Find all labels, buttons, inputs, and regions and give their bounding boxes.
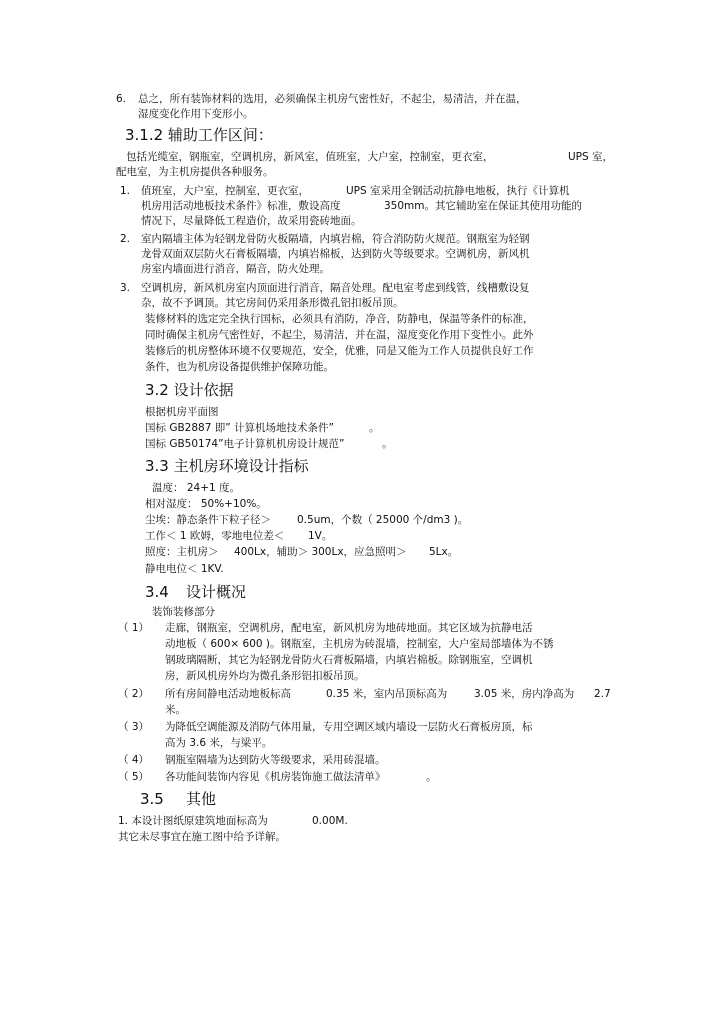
s34-item-3-line-2: 高为 3.6 米，与梁平。 — [165, 737, 273, 749]
s34-item-4-line-1: 钢瓶室隔墙为达到防火等级要求，采用砖混墙。 — [165, 754, 386, 766]
s35-line-1-value: 0.00M. — [312, 815, 348, 827]
s33-dust-value: 0.5um，个数（ 25000 个/dm3 )。 — [297, 514, 469, 526]
s34-item-1-number: （ 1） — [118, 622, 150, 634]
s33-illumination-values: 400Lx，辅助＞ 300Lx，应急照明＞ — [234, 546, 407, 558]
s34-item-2-number: （ 2） — [118, 688, 150, 700]
s33-humidity: 相对湿度： 50%+10%。 — [145, 498, 267, 510]
s34-item-1-line-1: 走廊，钢瓶室，空调机房，配电室，新风机房为地砖地面。其它区域为抗静电活 — [165, 622, 533, 634]
s33-illumination: 照度：主机房＞ — [145, 546, 219, 558]
s312-item-3-number: 3. — [120, 282, 131, 294]
s35-line-1: 1. 本设计图纸原建筑地面标高为 — [118, 815, 268, 827]
s312-item-1-line-2a: 机房用活动地板技术条件》标准，敷设高度 — [141, 200, 341, 212]
heading-3-5-title: 其他 — [186, 790, 217, 808]
s34-item-2-line-1d: 2.7 — [594, 688, 611, 700]
intro-line-2: 配电室，为主机房提供各种服务。 — [116, 166, 274, 178]
item-6-number: 6. — [116, 93, 127, 105]
s34-item-3-line-1: 为降低空调能源及消防气体用量，专用空调区域内墙设一层防火石膏板房顶，标 — [165, 721, 533, 733]
heading-3-1-2: 3.1.2 辅助工作区间： — [125, 126, 273, 144]
s312-item-3-line-6: 条件，也为机房设备提供维护保障功能。 — [145, 361, 334, 373]
s312-item-3-line-2: 杂，故不予调顶。其它房间仍采用条形微孔铝扣板吊顶。 — [141, 297, 404, 309]
s33-work-value: 1V。 — [308, 530, 333, 542]
s312-item-2-line-2: 龙骨双面双层防火石膏板隔墙，内填岩棉板，达到防火等级要求。空调机房，新风机 — [141, 248, 530, 260]
s34-item-2-line-2: 米。 — [165, 704, 186, 716]
s34-subheading: 装饰装修部分 — [152, 606, 215, 618]
s33-static-potential: 静电电位＜ 1KV. — [145, 563, 224, 575]
s34-item-2-line-1a: 所有房间静电活动地板标高 — [165, 688, 291, 700]
s32-line-3: 国标 GB50174”电子计算机机房设计规范” — [145, 438, 345, 450]
s33-dust: 尘埃：静态条件下粒子径＞ — [145, 514, 271, 526]
s312-item-1-line-3: 情况下，尽量降低工程造价，故采用瓷砖地面。 — [141, 215, 362, 227]
s34-item-2-line-1b: 0.35 米，室内吊顶标高为 — [326, 688, 448, 700]
s312-item-3-line-1: 空调机房，新风机房室内顶面进行消音，隔音处理。配电室考虑到线管，线槽敷设复 — [141, 282, 530, 294]
s34-item-5-number: （ 5） — [118, 771, 150, 783]
s32-line-1: 根据机房平面图 — [145, 406, 219, 418]
s33-illumination-emergency: 5Lx。 — [429, 546, 459, 558]
s34-item-5-line-1: 各功能间装饰内容见《机房装饰施工做法清单》 — [165, 771, 386, 783]
heading-3-3: 3.3 主机房环境设计指标 — [145, 457, 309, 475]
intro-line-1-ups: UPS 室， — [568, 151, 614, 163]
item-6-line-2: 湿度变化作用下变形小。 — [138, 108, 254, 120]
s312-item-1-line-1a: 值班室，大户室，控制室，更衣室， — [141, 185, 309, 197]
s32-line-3-end: 。 — [382, 438, 393, 450]
s312-item-1-line-2b: 350mm。其它辅助室在保证其使用功能的 — [384, 200, 582, 212]
s33-temperature: 温度： 24+1 度。 — [152, 482, 241, 494]
heading-3-5-number: 3.5 — [140, 790, 164, 808]
s312-item-1-number: 1. — [120, 185, 131, 197]
s312-item-3-line-3: 装修材料的选定完全执行国标，必须具有消防，净音，防静电，保温等条件的标准， — [145, 313, 534, 325]
s312-item-2-line-3: 房室内墙面进行消音，隔音，防火处理。 — [141, 263, 330, 275]
s34-item-2-line-1c: 3.05 米，房内净高为 — [474, 688, 575, 700]
s312-item-2-number: 2. — [120, 233, 131, 245]
intro-line-1: 包括光缆室，钢瓶室，空调机房，新风室，值班室，大户室，控制室，更衣室， — [126, 151, 494, 163]
item-6-line-1: 总之，所有装饰材料的选用，必须确保主机房气密性好，不起尘，易清洁，并在温， — [138, 93, 527, 105]
s312-item-1-line-1b: UPS 室采用全钢活动抗静电地板，执行《计算机 — [346, 185, 570, 197]
s34-item-1-line-4: 房，新风机房外均为微孔条形铝扣板吊顶。 — [165, 670, 365, 682]
s35-line-2: 其它未尽事宜在施工图中给予详解。 — [118, 831, 286, 843]
s312-item-2-line-1: 室内隔墙主体为轻钢龙骨防火板隔墙，内填岩棉，符合消防防火规范。钢瓶室为轻钢 — [141, 233, 530, 245]
s33-work: 工作＜ 1 欧姆，零地电位差＜ — [145, 530, 285, 542]
s312-item-3-line-4: 同时确保主机房气密性好，不起尘，易清洁，并在温，湿度变化作用下变性小。此外 — [145, 329, 534, 341]
s32-line-2-end: 。 — [369, 422, 380, 434]
heading-3-4-title: 设计概况 — [186, 583, 247, 601]
s312-item-3-line-5: 装修后的机房整体环境不仅要规范，安全，优雅，同是又能为工作人员提供良好工作 — [145, 345, 534, 357]
s34-item-1-line-3: 钢玻璃隔断，其它为轻钢龙骨防火石膏板隔墙，内填岩棉板。除钢瓶室，空调机 — [165, 654, 533, 666]
s34-item-4-number: （ 4） — [118, 754, 150, 766]
s34-item-1-line-2: 动地板（ 600× 600 )。钢瓶室，主机房为砖混墙，控制室，大户室局部墙体为不锈 — [165, 638, 554, 650]
heading-3-2: 3.2 设计依据 — [145, 381, 234, 399]
s34-item-3-number: （ 3） — [118, 721, 150, 733]
heading-3-4-number: 3.4 — [145, 583, 169, 601]
s32-line-2: 国标 GB2887 即” 计算机场地技术条件” — [145, 422, 334, 434]
s34-item-5-line-end: 。 — [426, 771, 437, 783]
